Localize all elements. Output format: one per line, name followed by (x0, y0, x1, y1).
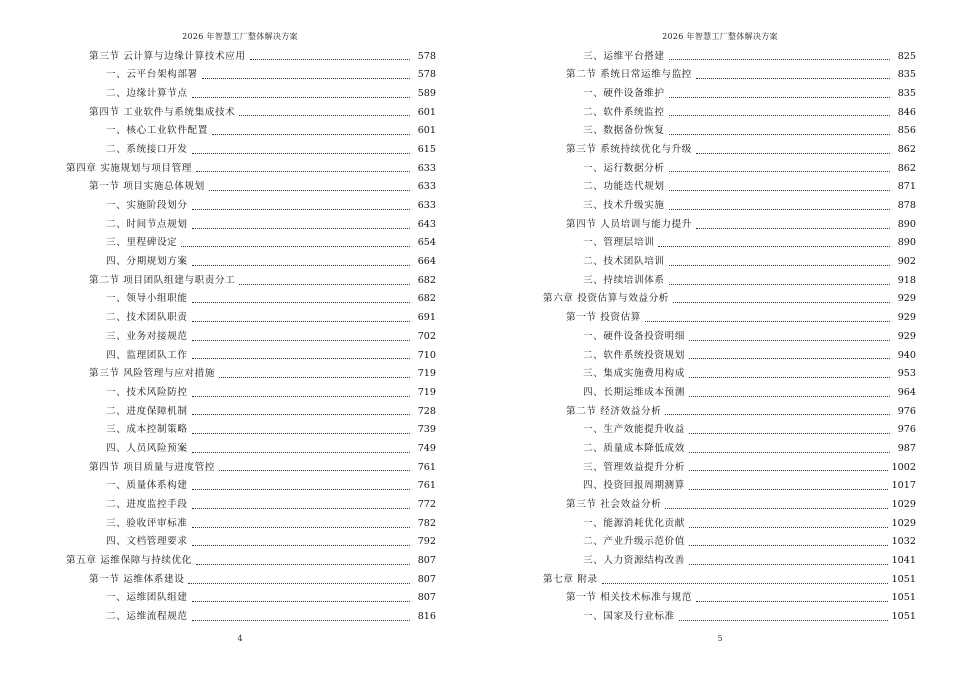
toc-entry-page: 719 (417, 386, 436, 398)
toc-entry-page: 940 (897, 349, 916, 361)
toc-entry-page: 1051 (891, 611, 916, 623)
toc-entry[interactable] (66, 365, 436, 384)
dot-leader (192, 227, 410, 229)
toc-entry-page: 871 (897, 181, 916, 193)
toc-entry[interactable] (543, 383, 916, 402)
toc-entry-title: 二、进度保障机制 (106, 405, 188, 417)
dot-leader (192, 451, 410, 453)
toc-entry-page: 807 (417, 592, 436, 604)
toc-entry-title: 一、管理层培训 (583, 237, 655, 249)
toc-entry-page: 578 (417, 50, 436, 62)
running-header: 2026 年智慧工厂整体解决方案 (182, 32, 298, 41)
toc-entry-page: 807 (417, 573, 436, 585)
dot-leader (679, 619, 888, 621)
toc-entry[interactable] (543, 178, 916, 197)
toc-entry-page: 1002 (891, 461, 916, 473)
toc-entry-title: 三、里程碑设定 (106, 237, 178, 249)
dot-leader (239, 114, 410, 116)
toc-entry-title: 二、软件系统投资规划 (583, 349, 685, 361)
toc-entry[interactable] (66, 533, 436, 552)
toc-entry-title: 四、投资回报周期测算 (583, 480, 685, 492)
toc-entry-title: 一、技术风险防控 (106, 386, 188, 398)
toc-entry-page: 918 (897, 274, 916, 286)
toc-entry[interactable] (66, 159, 436, 178)
toc-entry-title: 第六章 投资估算与效益分析 (543, 293, 669, 305)
toc-entry[interactable] (66, 421, 436, 440)
dot-leader (658, 245, 890, 247)
toc-entry-title: 二、边缘计算节点 (106, 87, 188, 99)
toc-entry-title: 第三节 风险管理与应对措施 (89, 368, 215, 380)
dot-leader (188, 582, 410, 584)
toc-entry[interactable] (66, 178, 436, 197)
toc-entry[interactable] (66, 402, 436, 421)
dot-leader (689, 526, 888, 528)
dot-leader (669, 189, 890, 191)
toc-entry-title: 第一节 运维体系建设 (89, 573, 185, 585)
toc-entry-page: 1029 (891, 499, 916, 511)
running-header: 2026 年智慧工厂整体解决方案 (662, 32, 778, 41)
toc-entry-page: 782 (417, 517, 436, 529)
toc-entry[interactable] (543, 570, 916, 589)
toc-entry-title: 二、质量成本降低成效 (583, 442, 685, 454)
toc-entry-page: 816 (417, 611, 436, 623)
toc-entry[interactable] (543, 215, 916, 234)
toc-entry[interactable] (66, 496, 436, 515)
toc-entry-page: 664 (417, 256, 436, 268)
toc-entry[interactable] (66, 309, 436, 328)
toc-entry-title: 二、系统接口开发 (106, 143, 188, 155)
toc-entry-page: 1029 (891, 517, 916, 529)
toc-entry-title: 一、生产效能提升收益 (583, 424, 685, 436)
toc-entry[interactable] (543, 103, 916, 122)
toc-entry-page: 772 (417, 499, 436, 511)
dot-leader (181, 245, 410, 247)
toc-entry-title: 第二节 项目团队组建与职责分工 (89, 274, 236, 286)
dot-leader (689, 432, 890, 434)
dot-leader (669, 114, 890, 116)
toc-entry-page: 710 (417, 349, 436, 361)
dot-leader (192, 339, 410, 341)
toc-entry[interactable] (543, 290, 916, 309)
toc-entry-page: 976 (897, 405, 916, 417)
table-of-contents (66, 47, 436, 626)
toc-entry[interactable] (66, 477, 436, 496)
toc-entry-title: 四、监理团队工作 (106, 349, 188, 361)
toc-entry-title: 四、分期规划方案 (106, 256, 188, 268)
toc-entry[interactable] (543, 496, 916, 515)
toc-entry-page: 792 (417, 536, 436, 548)
dot-leader (696, 227, 890, 229)
toc-entry-title: 三、验收评审标准 (106, 517, 188, 529)
toc-entry[interactable] (66, 327, 436, 346)
toc-entry-title: 第三节 云计算与边缘计算技术应用 (89, 50, 246, 62)
toc-entry-title: 一、领导小组职能 (106, 293, 188, 305)
dot-leader (192, 152, 410, 154)
toc-entry-page: 601 (417, 125, 436, 137)
toc-entry-page: 929 (897, 330, 916, 342)
right-page (480, 0, 960, 682)
toc-entry-title: 二、技术团队职责 (106, 312, 188, 324)
toc-entry[interactable] (543, 47, 916, 66)
toc-entry-page: 846 (897, 106, 916, 118)
dot-leader (669, 96, 890, 98)
toc-entry[interactable] (543, 122, 916, 141)
dot-leader (219, 469, 410, 471)
toc-entry-page: 654 (417, 237, 436, 249)
toc-entry-page: 633 (417, 181, 436, 193)
toc-entry-page: 807 (417, 555, 436, 567)
toc-entry-page: 835 (897, 69, 916, 81)
toc-entry-page: 601 (417, 106, 436, 118)
dot-leader (192, 544, 410, 546)
toc-entry[interactable] (66, 458, 436, 477)
toc-entry-page: 761 (417, 461, 436, 473)
dot-leader (192, 357, 410, 359)
toc-entry-title: 第二节 系统日常运维与监控 (566, 69, 692, 81)
dot-leader (192, 395, 410, 397)
toc-entry-title: 第三节 系统持续优化与升级 (566, 143, 692, 155)
toc-entry-page: 1051 (891, 592, 916, 604)
toc-entry-page: 890 (897, 237, 916, 249)
toc-entry-title: 第五章 运维保障与持续优化 (66, 555, 192, 567)
dot-leader (202, 77, 410, 79)
toc-entry[interactable] (66, 47, 436, 66)
toc-entry-page: 862 (897, 162, 916, 174)
toc-entry[interactable] (543, 197, 916, 216)
toc-entry-title: 一、质量体系构建 (106, 480, 188, 492)
dot-leader (192, 301, 410, 303)
toc-entry-page: 643 (417, 218, 436, 230)
toc-entry-title: 一、云平台架构部署 (106, 69, 198, 81)
toc-entry-page: 825 (897, 50, 916, 62)
dot-leader (669, 58, 890, 60)
dot-leader (665, 507, 887, 509)
toc-entry[interactable] (66, 197, 436, 216)
toc-entry[interactable] (543, 346, 916, 365)
toc-entry[interactable] (543, 402, 916, 421)
dot-leader (212, 133, 410, 135)
toc-entry[interactable] (66, 215, 436, 234)
toc-entry[interactable] (66, 552, 436, 571)
toc-entry-title: 一、国家及行业标准 (583, 611, 675, 623)
toc-entry[interactable] (543, 421, 916, 440)
toc-entry-page: 862 (897, 143, 916, 155)
dot-leader (602, 582, 888, 584)
toc-entry[interactable] (543, 327, 916, 346)
toc-entry-page: 1017 (891, 480, 916, 492)
toc-entry-title: 一、运行数据分析 (583, 162, 665, 174)
toc-entry-page: 589 (417, 87, 436, 99)
toc-entry-page: 749 (417, 442, 436, 454)
toc-entry-page: 633 (417, 200, 436, 212)
toc-entry[interactable] (543, 608, 916, 627)
toc-entry-page: 691 (417, 312, 436, 324)
page-number: 5 (717, 634, 723, 643)
dot-leader (696, 152, 890, 154)
toc-entry-page: 578 (417, 69, 436, 81)
toc-entry-title: 三、持续培训体系 (583, 274, 665, 286)
table-of-contents (543, 47, 916, 626)
toc-entry[interactable] (66, 122, 436, 141)
toc-entry-title: 四、文档管理要求 (106, 536, 188, 548)
toc-entry[interactable] (543, 365, 916, 384)
toc-entry[interactable] (66, 514, 436, 533)
toc-entry[interactable] (66, 66, 436, 85)
toc-entry-title: 三、成本控制策略 (106, 424, 188, 436)
dot-leader (192, 264, 410, 266)
toc-entry[interactable] (66, 140, 436, 159)
toc-entry-page: 1032 (891, 536, 916, 548)
toc-entry[interactable] (543, 66, 916, 85)
toc-entry-title: 二、时间节点规划 (106, 218, 188, 230)
toc-entry[interactable] (543, 589, 916, 608)
toc-entry-title: 第四节 项目质量与进度管控 (89, 461, 215, 473)
toc-entry-title: 三、运维平台搭建 (583, 50, 665, 62)
toc-entry-title: 第一节 相关技术标准与规范 (566, 592, 692, 604)
dot-leader (192, 488, 410, 490)
dot-leader (192, 600, 410, 602)
toc-entry-title: 二、运维流程规范 (106, 611, 188, 623)
dot-leader (665, 413, 890, 415)
toc-entry-page: 856 (897, 125, 916, 137)
dot-leader (239, 283, 410, 285)
toc-entry[interactable] (66, 234, 436, 253)
dot-leader (250, 58, 410, 60)
toc-entry[interactable] (543, 552, 916, 571)
toc-entry[interactable] (66, 346, 436, 365)
toc-entry-title: 四、长期运维成本预测 (583, 386, 685, 398)
toc-entry-title: 一、硬件设备维护 (583, 87, 665, 99)
toc-entry[interactable] (543, 140, 916, 159)
toc-entry[interactable] (66, 608, 436, 627)
toc-entry[interactable] (543, 439, 916, 458)
toc-entry-title: 一、核心工业软件配置 (106, 125, 208, 137)
toc-entry-page: 682 (417, 293, 436, 305)
toc-entry-page: 728 (417, 405, 436, 417)
toc-entry-page: 953 (897, 368, 916, 380)
dot-leader (689, 395, 890, 397)
toc-entry-page: 1041 (891, 555, 916, 567)
toc-entry-title: 一、能源消耗优化贡献 (583, 517, 685, 529)
toc-entry[interactable] (543, 84, 916, 103)
dot-leader (689, 451, 890, 453)
dot-leader (689, 339, 890, 341)
toc-entry-page: 929 (897, 312, 916, 324)
toc-entry-page: 682 (417, 274, 436, 286)
toc-entry-page: 976 (897, 424, 916, 436)
toc-entry[interactable] (66, 84, 436, 103)
dot-leader (669, 264, 890, 266)
dot-leader (192, 507, 410, 509)
dot-leader (209, 189, 410, 191)
toc-entry-page: 890 (897, 218, 916, 230)
dot-leader (689, 357, 890, 359)
toc-entry-title: 第三节 社会效益分析 (566, 499, 662, 511)
toc-entry-page: 615 (417, 143, 436, 155)
dot-leader (673, 301, 890, 303)
toc-entry-title: 第四节 人员培训与能力提升 (566, 218, 692, 230)
toc-entry[interactable] (543, 533, 916, 552)
dot-leader (689, 563, 888, 565)
toc-entry-page: 835 (897, 87, 916, 99)
toc-entry-title: 三、人力资源结构改善 (583, 555, 685, 567)
toc-entry-page: 902 (897, 256, 916, 268)
toc-entry[interactable] (66, 383, 436, 402)
dot-leader (689, 376, 890, 378)
dot-leader (192, 320, 410, 322)
toc-entry[interactable] (66, 570, 436, 589)
dot-leader (196, 563, 410, 565)
dot-leader (192, 208, 410, 210)
dot-leader (192, 619, 410, 621)
toc-entry[interactable] (543, 514, 916, 533)
dot-leader (219, 376, 410, 378)
toc-entry-title: 一、运维团队组建 (106, 592, 188, 604)
toc-entry[interactable] (543, 477, 916, 496)
dot-leader (192, 413, 410, 415)
toc-entry-page: 878 (897, 200, 916, 212)
dot-leader (696, 600, 888, 602)
toc-entry[interactable] (543, 159, 916, 178)
toc-entry-title: 一、硬件设备投资明细 (583, 330, 685, 342)
toc-entry-page: 719 (417, 368, 436, 380)
toc-entry-page: 761 (417, 480, 436, 492)
dot-leader (192, 432, 410, 434)
toc-entry[interactable] (543, 458, 916, 477)
toc-entry-title: 第四节 工业软件与系统集成技术 (89, 106, 236, 118)
toc-entry-title: 第七章 附录 (543, 573, 598, 585)
toc-entry-title: 三、数据备份恢复 (583, 125, 665, 137)
dot-leader (696, 77, 890, 79)
dot-leader (669, 283, 890, 285)
toc-entry[interactable] (66, 271, 436, 290)
toc-entry-page: 633 (417, 162, 436, 174)
toc-entry-title: 三、集成实施费用构成 (583, 368, 685, 380)
toc-entry[interactable] (66, 290, 436, 309)
toc-entry[interactable] (543, 309, 916, 328)
toc-entry-title: 三、管理效益提升分析 (583, 461, 685, 473)
toc-entry-title: 二、软件系统监控 (583, 106, 665, 118)
toc-entry-page: 964 (897, 386, 916, 398)
dot-leader (689, 488, 888, 490)
toc-entry[interactable] (66, 103, 436, 122)
toc-entry-title: 二、进度监控手段 (106, 499, 188, 511)
toc-entry-page: 739 (417, 424, 436, 436)
toc-entry-page: 929 (897, 293, 916, 305)
toc-entry-title: 三、业务对接规范 (106, 330, 188, 342)
toc-entry[interactable] (66, 439, 436, 458)
toc-entry[interactable] (66, 253, 436, 272)
toc-entry-page: 987 (897, 442, 916, 454)
toc-entry-title: 第二节 经济效益分析 (566, 405, 662, 417)
dot-leader (689, 544, 888, 546)
toc-entry-title: 四、人员风险预案 (106, 442, 188, 454)
toc-entry[interactable] (543, 234, 916, 253)
toc-entry-title: 第四章 实施规划与项目管理 (66, 162, 192, 174)
dot-leader (645, 320, 890, 322)
toc-entry-title: 二、技术团队培训 (583, 256, 665, 268)
toc-entry-title: 三、技术升级实施 (583, 200, 665, 212)
toc-entry-title: 第一节 投资估算 (566, 312, 642, 324)
dot-leader (669, 208, 890, 210)
dot-leader (669, 170, 890, 172)
toc-entry-title: 二、产业升级示范价值 (583, 536, 685, 548)
toc-entry-title: 第一节 项目实施总体规划 (89, 181, 205, 193)
dot-leader (192, 96, 410, 98)
dot-leader (196, 170, 410, 172)
toc-entry-title: 一、实施阶段划分 (106, 200, 188, 212)
dot-leader (689, 469, 888, 471)
toc-entry[interactable] (543, 271, 916, 290)
page-number: 4 (237, 634, 243, 643)
toc-entry[interactable] (543, 253, 916, 272)
toc-entry-page: 1051 (891, 573, 916, 585)
dot-leader (192, 526, 410, 528)
toc-entry[interactable] (66, 589, 436, 608)
toc-entry-page: 702 (417, 330, 436, 342)
dot-leader (669, 133, 890, 135)
toc-entry-title: 二、功能迭代规划 (583, 181, 665, 193)
